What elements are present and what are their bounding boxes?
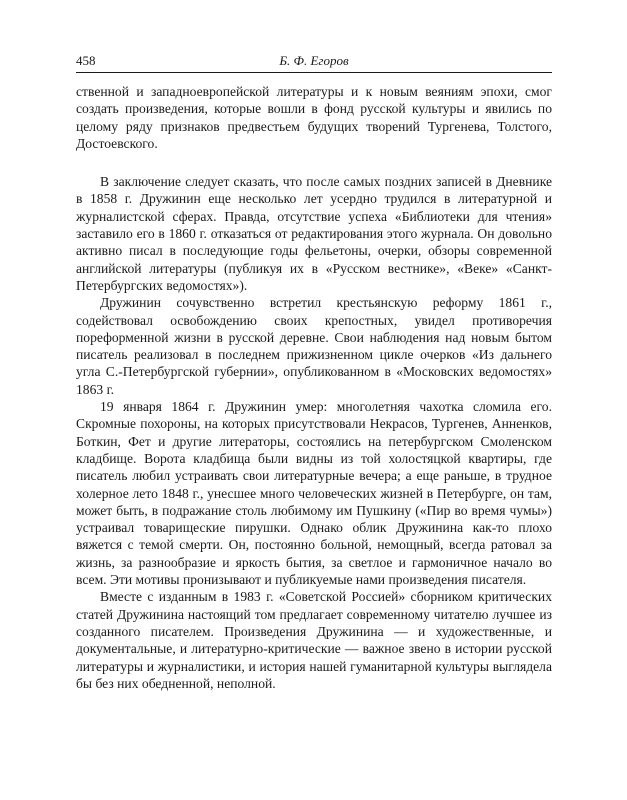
running-title: Б. Ф. Егоров [279, 53, 349, 68]
paragraph-death: 19 января 1864 г. Дружинин умер: многолетняя чахотка сломила его. Скромные похороны, на которых присутствовали Некрасов, Тургенев, Анненков, Боткин, Фет и другие литераторы, состоялись на петербургском Смоленском кладбище. Ворота кладбища были видны из той холостяцкой квартиры, где писатель любил устраивать свои литературные вечера; а еще раньше, в трудное холерное лето 1848 г., унесшее много человеческих жизней в Петербурге, он там, может быть, в подражание столь любимому им Пушкину («Пир во время чумы») устраивал товарищеские пирушки. Однако облик Дружинина как-то плохо вяжется с темой смерти. Он, постоянно больной, немощный, всегда ратовал за жизнь, за разнообразие и яркость бытия, за светлое и гармоничное начало во всем. Эти мотивы пронизывают и публикуемые нами произведения писателя. [76, 399, 552, 588]
paragraph-continuation: ственной и западноевропейской литературы и к новым веяниям эпохи, смог создать произведения, которые вошли в фонд русской культуры и явились по целому ряду признаков предвестьем будущих творений Тургенева, Толстого, Достоевского. [76, 84, 552, 151]
header-rule [76, 72, 552, 73]
paragraph-reform: Дружинин сочувственно встретил крестьянскую реформу 1861 г., содействовал освобождению своих крепостных, увидел противоречия пореформенной жизни в русской деревне. Свои наблюдения над новым бытом писатель реализовал в последнем прижизненном цикле очерков «Из дальнего угла С.-Петербургской губернии», опубликованном в «Московских ведомостях» 1863 г. [76, 295, 552, 397]
paragraph-conclusion: В заключение следует сказать, что после самых поздних записей в Дневнике в 1858 г. Дружинин еще несколько лет усердно трудился в литературной и журналистской сферах. Правда, отсутствие успеха «Библиотеки для чтения» заставило его в 1860 г. отказаться от редактирования этого журнала. Он довольно активно писал в последующие годы фельетоны, очерки, обзоры современной английской литературы (публикуя их в «Русском вестнике», «Веке» «Санкт-Петербургских ведомостях»). [76, 174, 552, 293]
book-page [76, 48, 552, 692]
page-number: 458 [76, 53, 96, 68]
page-header [76, 48, 552, 70]
paragraph-edition: Вместе с изданным в 1983 г. «Советской Россией» сборником критических статей Дружинина настоящий том предлагает современному читателю лучшее из созданного писателем. Произведения Дружинина — и художественные, и документальные, и литературно-критические — важное звено в истории русской литературы и журналистики, и история нашей гуманитарной культуры выглядела бы без них обедненной, неполной. [76, 589, 552, 691]
